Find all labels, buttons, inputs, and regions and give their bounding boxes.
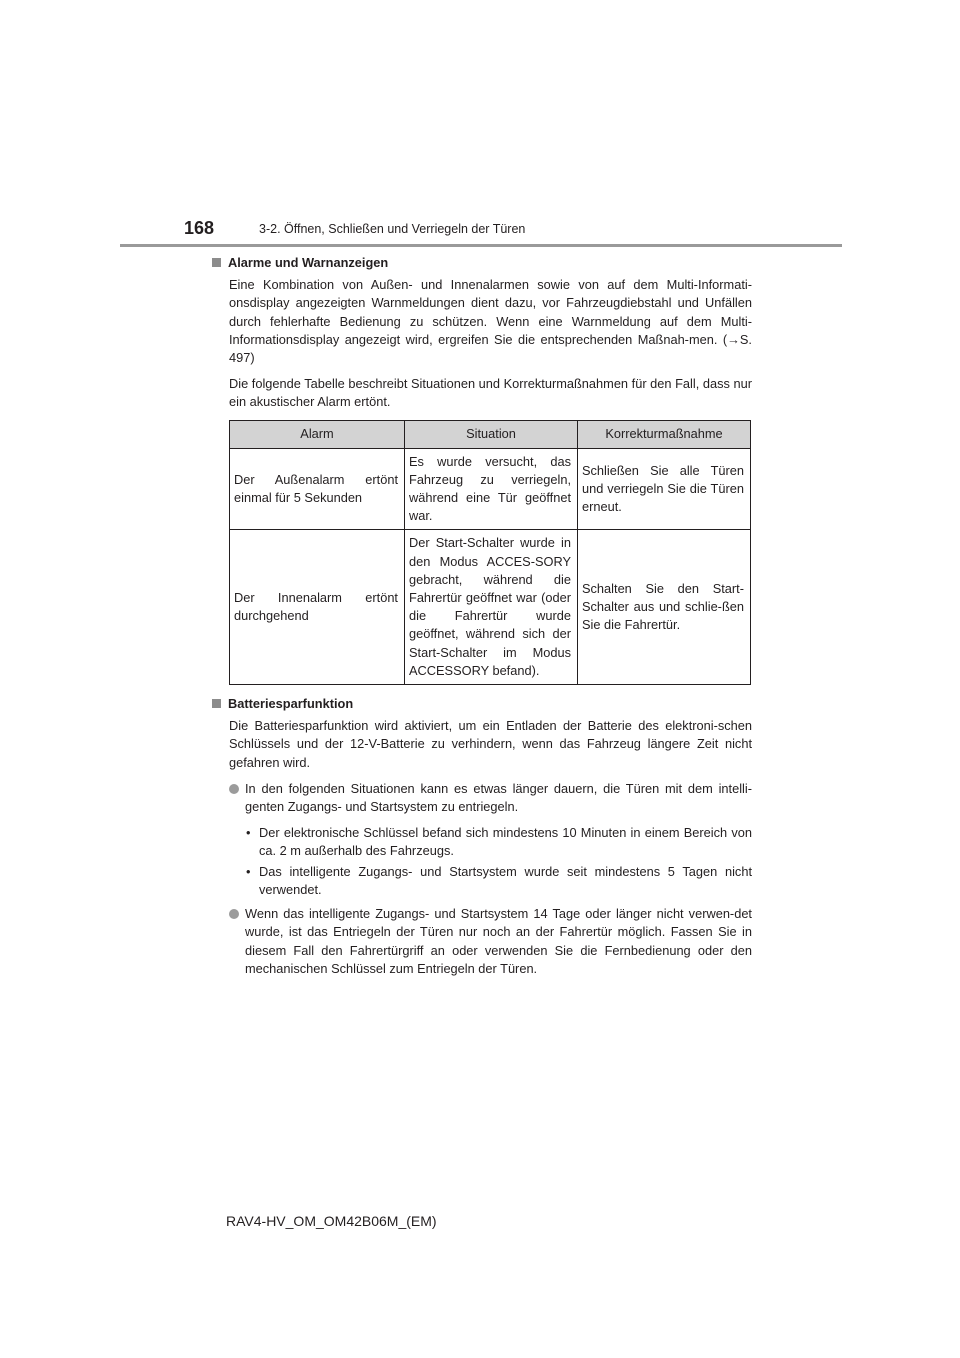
square-bullet-icon bbox=[212, 258, 221, 267]
section-heading-alarms bbox=[212, 254, 752, 272]
table-cell: Schließen Sie alle Türen und verriegeln Sie die Türen erneut. bbox=[578, 448, 751, 530]
alarm-table-wrapper bbox=[229, 420, 752, 685]
table-cell: Schalten Sie den Start-Schalter aus und schlie-ßen Sie die Fahrertür. bbox=[578, 530, 751, 685]
table-cell: Der Innenalarm ertönt durchgehend bbox=[230, 530, 405, 685]
sub-list-item-text: Der elektronische Schlüssel befand sich mindestens 10 Minuten in einem Bereich von ca. 2 m außerhalb des Fahrzeugs. bbox=[259, 825, 752, 859]
section-heading-battery bbox=[212, 695, 752, 713]
sub-list-item-text: Das intelligente Zugangs- und Startsystem wurde seit mindestens 5 Tagen nicht verwendet. bbox=[259, 863, 752, 897]
list-item-text: In den folgenden Situationen kann es etwas länger dauern, die Türen mit dem intelli-genten Zugangs- und Startsystem zu entriegeln. bbox=[245, 780, 752, 815]
table-cell: Der Start-Schalter wurde in den Modus ACCES-SORY gebracht, während die Fahrertür geöffnet war (oder die Fahrertür wurde geöffnet, während sich der Start-Schalter im Modus ACCESSORY befand). bbox=[405, 530, 578, 685]
paragraph: Die folgende Tabelle beschreibt Situationen und Korrekturmaßnahmen für den Fall, dass nur ein akustischer Alarm ertönt. bbox=[229, 376, 752, 410]
page-content bbox=[212, 254, 752, 986]
running-header: 3-2. Öffnen, Schließen und Verriegeln der Türen bbox=[259, 222, 526, 236]
table-header-row bbox=[230, 420, 751, 448]
page-number: 168 bbox=[184, 218, 215, 238]
dot-bullet-icon: • bbox=[246, 825, 251, 841]
column-header: Korrekturmaßnahme bbox=[578, 420, 751, 448]
list-item bbox=[229, 905, 752, 978]
sub-list-item bbox=[245, 863, 752, 899]
table-cell: Es wurde versucht, das Fahrzeug zu verriegeln, während eine Tür geöffnet war. bbox=[405, 448, 578, 530]
table-row bbox=[230, 448, 751, 530]
list-item-text: Wenn das intelligente Zugangs- und Startsystem 14 Tage oder länger nicht verwen-det wurde, ist das Entriegeln der Türen nur noch an der Fahrertür möglich. Fassen Sie in diesem Fall den Fahrertürgriff an oder verwenden Sie die Fernbedienung oder den mechanischen Schlüssel zum Entriegeln der Türen. bbox=[245, 906, 752, 976]
sub-list bbox=[212, 824, 752, 899]
circle-bullet-icon bbox=[229, 784, 239, 794]
list-item bbox=[229, 780, 752, 816]
table-row bbox=[230, 530, 751, 685]
square-bullet-icon bbox=[212, 699, 221, 708]
table-cell: Der Außenalarm ertönt einmal für 5 Sekunden bbox=[230, 448, 405, 530]
document-code: RAV4-HV_OM_OM42B06M_(EM) bbox=[226, 1213, 437, 1229]
header-rule bbox=[120, 244, 842, 247]
column-header: Situation bbox=[405, 420, 578, 448]
sub-list-item bbox=[245, 824, 752, 860]
paragraph: Die Batteriesparfunktion wird aktiviert, um ein Entladen der Batterie des elektroni-schen Schlüssels und der 12-V-Batterie zu verhindern, wenn das Fahrzeug längere Zeit nicht gefahren wird. bbox=[229, 718, 752, 770]
paragraph: Eine Kombination von Außen- und Innenalarmen sowie von auf dem Multi-Informati-onsdisplay angezeigten Warnmeldungen dient dazu, vor Fahrzeugdiebstahl und Unfällen durch fehlerhafte Bedienung zu schützen. Wenn eine Warnmeldung auf dem Multi-Informationsdisplay angezeigt wird, ergreifen Sie die entsprechenden Maßnah-men. (→S. 497) bbox=[229, 277, 752, 366]
alarm-table bbox=[229, 420, 751, 685]
column-header: Alarm bbox=[230, 420, 405, 448]
dot-bullet-icon: • bbox=[246, 863, 251, 879]
section-heading-text: Alarme und Warnanzeigen bbox=[228, 255, 389, 270]
section-heading-text: Batteriesparfunktion bbox=[228, 696, 354, 712]
circle-bullet-icon bbox=[229, 909, 239, 919]
